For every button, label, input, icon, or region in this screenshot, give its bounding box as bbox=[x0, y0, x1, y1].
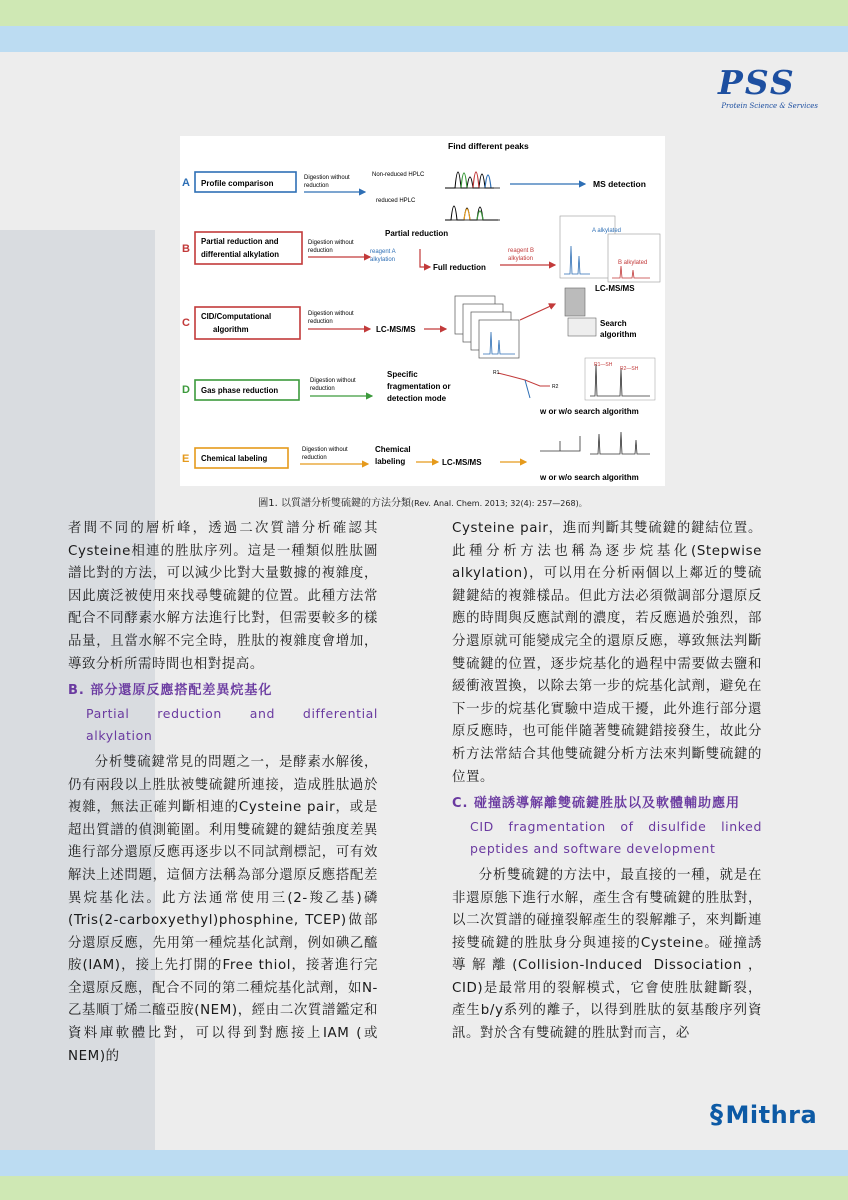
section-c-subheading: CID fragmentation of disulfide linked peptides and software development bbox=[470, 818, 762, 857]
row-b-reagentA-2: alkylation bbox=[370, 257, 396, 263]
section-b-heading: B. 部分還原反應搭配差異烷基化 bbox=[68, 683, 273, 699]
row-e-chem-2: labeling bbox=[375, 457, 406, 466]
right-paragraph-2: 分析雙硫鍵的方法中，最直接的一種，就是在非還原態下進行水解，產生含有雙硫鍵的胜肽對，以二次質譜的碰撞裂解產生的裂解離子，來判斷連接雙硫鍵的胜肽身分與連接的Cysteine。碰撞誘導解離(Collision-Induced Dissociation，CID)是最常用的裂解模式，它會使胜肽鍵斷裂，產生b/y系列的離子，以得到胜肽的氨基酸序列資訊。對於含有雙硫鍵的胜肽對而言，必 bbox=[452, 867, 762, 1042]
row-c-note1: Digestion without bbox=[308, 311, 354, 317]
right-paragraph-1: Cysteine pair，進而判斷其雙硫鍵的鍵結位置。此種分析方法也稱為逐步烷基化(Stepwise alkylation)，可以用在分析兩個以上鄰近的雙硫鍵鍵結的複雜樣品。但此方法必須微調部分還原反應的時間與反應試劑的濃度，若反應過於強烈，部分還原就可能變成完全的還原反應，導致無法判斷雙硫鍵的位置，逐步烷基化的過程中需要做去鹽和緩衝液置換，以除去第一步的烷基化試劑，避免在下一步的烷基化實驗中造成干擾，此外進行部分還原反應時，也可能伴隨著雙硫鍵錯接發生，故此分析方法常結合其他雙硫鍵分析方法來判斷雙硫鍵的位置。 bbox=[452, 521, 762, 785]
row-b-partial: Partial reduction bbox=[385, 229, 449, 238]
row-c-note2: reduction bbox=[308, 319, 333, 325]
row-e-note1: Digestion without bbox=[302, 447, 348, 453]
row-b-method-2: differential alkylation bbox=[201, 250, 279, 259]
row-b-note2: reduction bbox=[308, 248, 333, 254]
row-c-lcms: LC-MS/MS bbox=[376, 325, 416, 334]
row-a-letter: A bbox=[182, 177, 190, 189]
row-b-lcms: LC-MS/MS bbox=[595, 284, 635, 293]
section-b-subheading: Partial reduction and differential alkylation bbox=[86, 705, 378, 744]
row-a-nonreduced: Non-reduced HPLC bbox=[372, 172, 425, 178]
caption-main: 圖1. 以質譜分析雙硫鍵的方法分類 bbox=[258, 498, 412, 509]
row-e-method: Chemical labeling bbox=[201, 454, 268, 463]
bottom-band-green bbox=[0, 1176, 848, 1200]
logo-subtitle: Protein Science & Services bbox=[721, 102, 818, 110]
row-d-note1: Digestion without bbox=[310, 378, 356, 384]
row-d-r2: R2 bbox=[552, 384, 559, 390]
row-d-specific-1: Specific bbox=[387, 370, 418, 379]
row-d-sh1: R1—SH bbox=[594, 362, 613, 368]
row-e-chem-1: Chemical bbox=[375, 445, 411, 454]
s-icon: § bbox=[710, 1100, 724, 1130]
bottom-band-blue bbox=[0, 1150, 848, 1176]
row-c-method-1: CID/Computational bbox=[201, 312, 272, 321]
row-d-method: Gas phase reduction bbox=[201, 386, 279, 395]
methods-figure bbox=[180, 136, 665, 486]
logo-letters: PSS bbox=[718, 63, 796, 102]
row-e-lcms: LC-MS/MS bbox=[442, 458, 482, 467]
row-e-letter: E bbox=[182, 453, 190, 465]
figure-caption bbox=[180, 494, 665, 509]
row-d-specific-3: detection mode bbox=[387, 394, 447, 403]
row-b-full: Full reduction bbox=[433, 263, 486, 272]
row-b-aalk: A alkylated bbox=[592, 228, 622, 234]
top-band-blue bbox=[0, 26, 848, 52]
row-c-search-1: Search bbox=[600, 319, 627, 328]
row-d-specific-2: fragmentation or bbox=[387, 382, 451, 391]
row-b-letter: B bbox=[182, 243, 190, 255]
pss-logo bbox=[718, 63, 818, 118]
row-d-search: w or w/o search algorithm bbox=[540, 407, 639, 416]
row-c-method-2: algorithm bbox=[213, 325, 249, 334]
row-a-reduced: reduced HPLC bbox=[376, 198, 416, 204]
row-a-method: Profile comparison bbox=[201, 179, 274, 188]
right-column bbox=[452, 518, 762, 1046]
left-column bbox=[68, 518, 378, 1068]
row-d-r1: R1 bbox=[493, 370, 500, 376]
mithra-logo bbox=[710, 1100, 817, 1130]
row-a-note2: reduction bbox=[304, 183, 329, 189]
row-b-reagentB-1: reagent B bbox=[508, 248, 535, 254]
row-b-reagentB-2: alkylation bbox=[508, 256, 534, 262]
row-b-reagentA-1: reagent A bbox=[370, 249, 396, 255]
row-d-letter: D bbox=[182, 384, 190, 396]
fig-header: Find different peaks bbox=[448, 141, 529, 151]
row-b-method-1: Partial reduction and bbox=[201, 237, 279, 246]
row-a-ms: MS detection bbox=[593, 179, 646, 189]
row-c-search-2: algorithm bbox=[600, 330, 637, 339]
row-d-sh2: R2—SH bbox=[620, 366, 639, 372]
methods-diagram bbox=[180, 136, 665, 486]
left-paragraph-2: 分析雙硫鍵常見的問題之一，是酵素水解後，仍有兩段以上胜肽被雙硫鍵所連接，造成胜肽過於複雜，無法正確判斷相連的Cysteine pair，或是超出質譜的偵測範圍。利用雙硫鍵的鍵結強度差異進行部分還原反應再逐步以不同試劑標記，可有效解決上述問題，這個方法稱為部分還原反應搭配差異烷基化法。此方法通常使用三(2-羧乙基)磷(Tris(2-carboxyethyl)phosphine, TCEP)做部分還原反應，先用第一種烷基化試劑，例如碘乙醯胺(IAM)，接上先打開的Free thiol，接著進行完全還原反應，配合不同的第二種烷基化試劑，如N-乙基順丁烯二醯亞胺(NEM)，經由二次質譜鑑定和資料庫軟體比對，可以得到對應接上IAM (或NEM)的 bbox=[68, 754, 378, 1064]
row-b-balk: B alkylated bbox=[618, 260, 648, 266]
row-b-note1: Digestion without bbox=[308, 240, 354, 246]
caption-ref: (Rev. Anal. Chem. 2013; 32(4): 257—268)。 bbox=[411, 499, 587, 508]
mithra-brand: Mithra bbox=[725, 1101, 818, 1129]
left-paragraph-1: 者間不同的層析峰，透過二次質譜分析確認其Cysteine相連的胜肽序列。這是一種類似胜肽圖譜比對的方法，可以減少比對大量數據的複雜度，因此廣泛被使用來找尋雙硫鍵的位置。此種方法常配合不同酵素水解方法進行比對，但需要較多的樣品量，且當水解不完全時，胜肽的複雜度會增加，導致分析所需時間也相對提高。 bbox=[68, 521, 378, 672]
row-d-note2: reduction bbox=[310, 386, 335, 392]
row-e-note2: reduction bbox=[302, 455, 327, 461]
section-c-heading: C. 碰撞誘導解離雙硫鍵胜肽以及軟體輔助應用 bbox=[452, 796, 741, 812]
row-c-letter: C bbox=[182, 317, 190, 329]
top-band-green bbox=[0, 0, 848, 26]
row-a-note1: Digestion without bbox=[304, 175, 350, 181]
row-e-search: w or w/o search algorithm bbox=[540, 473, 639, 482]
